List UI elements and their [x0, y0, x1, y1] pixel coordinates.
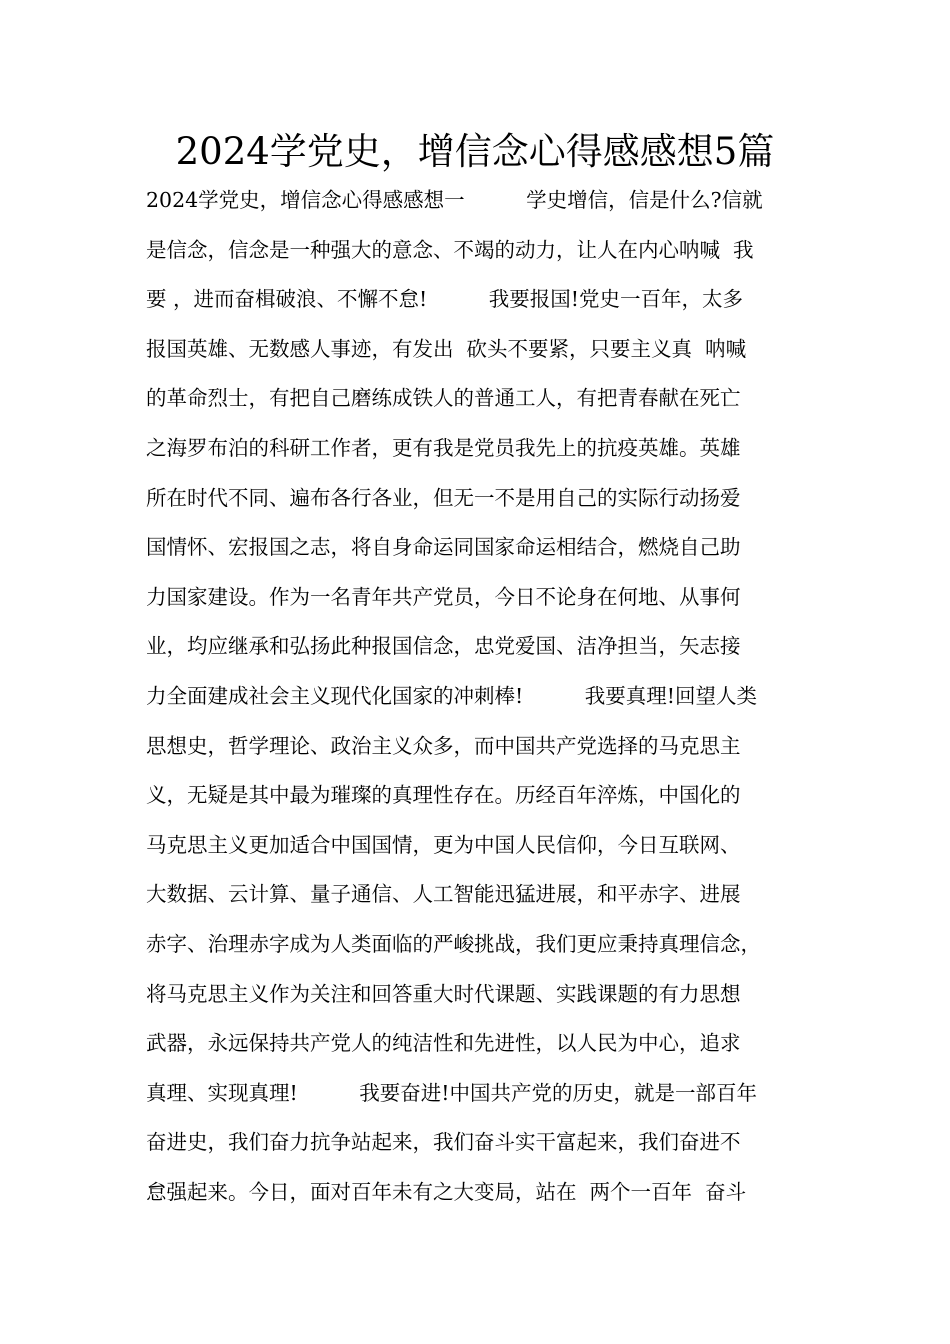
body-line: 真理、实现真理! 我要奋进!中国共产党的历史，就是一部百年 [146, 1080, 757, 1105]
body-line: 马克思主义更加适合中国国情，更为中国人民信仰，今日互联网、 [146, 832, 741, 857]
body-line: 报国英雄、无数感人事迹，有发出 砍头不要紧，只要主义真 呐喊 [146, 336, 747, 361]
body-line: 要 ，进而奋楫破浪、不懈不怠! 我要报国!党史一百年，太多 [146, 287, 743, 312]
body-line: 之海罗布泊的科研工作者，更有我是党员我先上的抗疫英雄。英雄 [146, 435, 741, 460]
document-title: 2024学党史，增信念心得感感想5篇 [175, 130, 775, 173]
body-line: 奋进史，我们奋力抗争站起来，我们奋斗实干富起来，我们奋进不 [146, 1130, 741, 1155]
body-line: 将马克思主义作为关注和回答重大时代课题、实践课题的有力思想 [146, 981, 741, 1006]
body-line: 是信念，信念是一种强大的意念、不竭的动力，让人在内心呐喊 我 [146, 237, 754, 262]
body-line: 力国家建设。作为一名青年共产党员，今日不论身在何地、从事何 [146, 584, 741, 609]
body-line: 力全面建成社会主义现代化国家的冲刺棒! 我要真理!回望人类 [146, 683, 757, 708]
body-line: 思想史，哲学理论、政治主义众多，而中国共产党选择的马克思主 [146, 733, 741, 758]
body-line: 的革命烈士，有把自己磨练成铁人的普通工人，有把青春献在死亡 [146, 386, 741, 411]
body-line: 义，无疑是其中最为璀璨的真理性存在。历经百年淬炼，中国化的 [146, 783, 741, 808]
body-line: 业，均应继承和弘扬此种报国信念，忠党爱国、洁净担当，矢志接 [146, 634, 741, 659]
body-line: 怠强起来。今日，面对百年未有之大变局，站在 两个一百年 奋斗 [146, 1179, 747, 1204]
body-line: 赤字、治理赤字成为人类面临的严峻挑战，我们更应秉持真理信念， [146, 931, 761, 956]
body-line: 所在时代不同、遍布各行各业，但无一不是用自己的实际行动扬爱 [146, 485, 741, 510]
document-body [146, 176, 836, 1217]
body-line: 大数据、云计算、量子通信、人工智能迅猛进展，和平赤字、进展 [146, 882, 741, 907]
body-line: 2024学党史，增信念心得感感想一 学史增信，信是什么?信就 [146, 188, 763, 212]
body-line: 武器，永远保持共产党人的纯洁性和先进性，以人民为中心，追求 [146, 1031, 741, 1056]
body-line: 国情怀、宏报国之志，将自身命运同国家命运相结合，燃烧自己助 [146, 535, 741, 560]
